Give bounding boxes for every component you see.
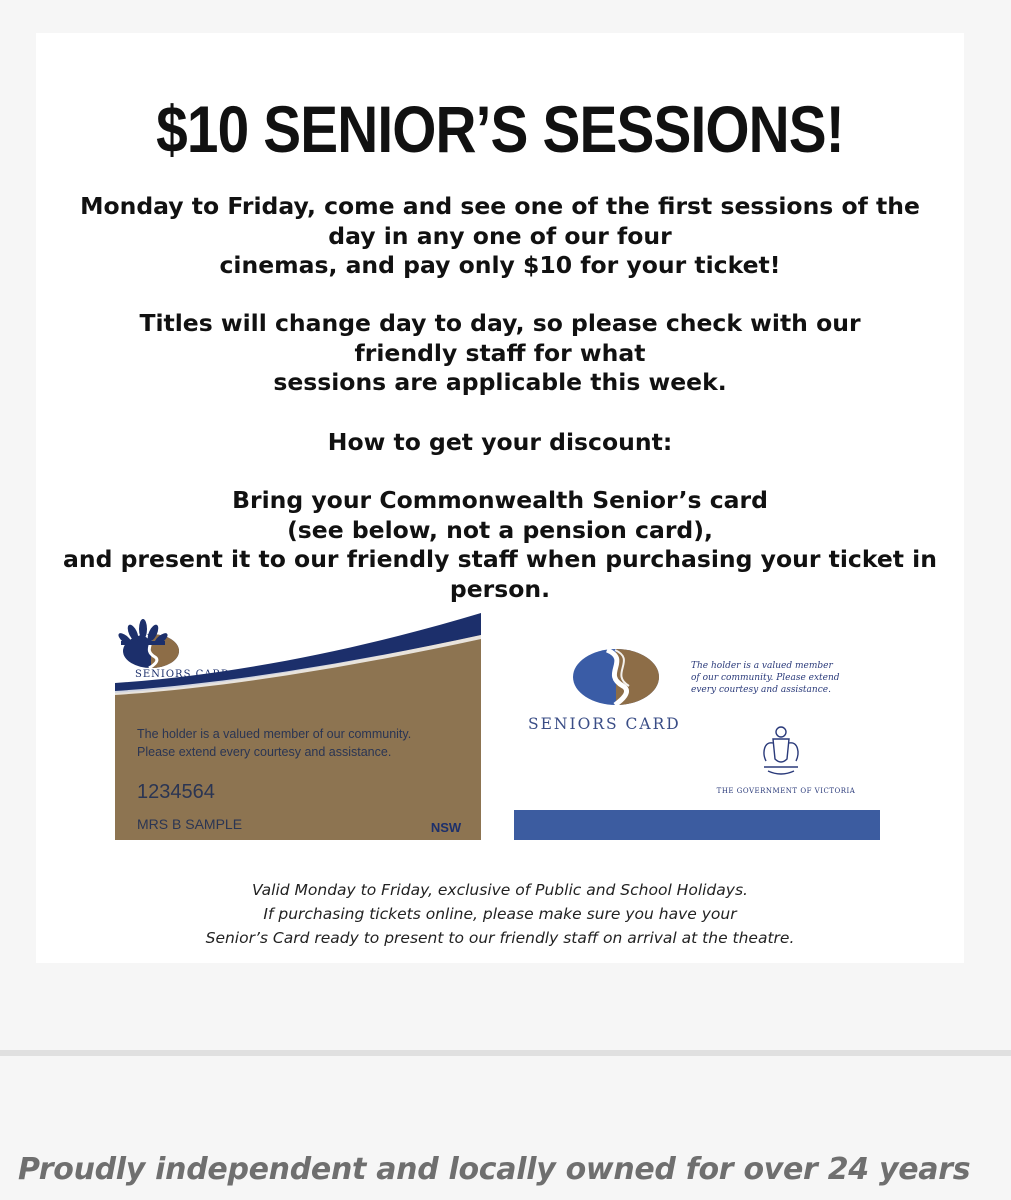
nsw-card-message: [137, 725, 477, 761]
vic-message-line-2: of our community. Please extend: [691, 673, 840, 683]
discount-line-1: Bring your Commonwealth Senior’s card: [232, 486, 768, 514]
vic-government-label: THE GOVERNMENT OF VICTORIA: [716, 787, 856, 795]
promo-poster: [36, 33, 964, 963]
intro-line-2: day in any one of our four: [328, 221, 672, 250]
discount-heading: How to get your discount:: [327, 428, 673, 456]
intro-line-1: Monday to Friday, come and see one of the first sessions of the: [80, 192, 920, 220]
poster-title: $10 SENIOR’S SESSIONS!: [156, 92, 844, 166]
titles-paragraph: [36, 309, 964, 398]
waratah-icon: [115, 613, 171, 669]
intro-line-3: cinemas, and pay only $10 for your ticket!: [219, 251, 781, 279]
nsw-message-line-1: The holder is a valued member of our community.: [137, 727, 412, 741]
footer-tagline: Proudly independent and locally owned for over 24 years: [18, 1152, 971, 1187]
vic-message-line-3: every courtesy and assistance.: [691, 685, 831, 695]
footnote-line-1: Valid Monday to Friday, exclusive of Public and School Holidays.: [252, 881, 748, 899]
section-divider: [0, 1050, 1011, 1056]
nsw-card-label: SENIORS CARD: [135, 669, 231, 680]
titles-line-2: friendly staff for what: [354, 338, 646, 367]
victoria-crest-icon: [756, 723, 806, 779]
vic-card-message: [691, 660, 881, 696]
nsw-card-number: 1234564: [137, 781, 215, 803]
nsw-badge-label: NSW: [430, 820, 462, 835]
nsw-seniors-card-image: [115, 613, 481, 840]
nsw-card-holder-name: MRS B SAMPLE: [137, 816, 243, 832]
footnote-line-2: If purchasing tickets online, please make sure you have your: [263, 905, 737, 923]
discount-line-3: and present it to our friendly staff when purchasing your ticket in: [63, 545, 937, 573]
discount-paragraph: [36, 486, 964, 604]
footnote-line-3: Senior’s Card ready to present to our friendly staff on arrival at the theatre.: [205, 929, 795, 947]
vic-card-label: SENIORS CARD: [528, 715, 681, 733]
titles-line-3: sessions are applicable this week.: [273, 368, 727, 396]
seniors-card-logo-icon: [571, 646, 661, 708]
vic-card-stripe: [514, 810, 880, 840]
nsw-message-line-2: Please extend every courtesy and assistance.: [137, 745, 392, 759]
discount-line-4: person.: [449, 574, 551, 603]
vic-seniors-card-image: [511, 638, 891, 840]
vic-message-line-1: The holder is a valued member: [691, 661, 833, 671]
titles-line-1: Titles will change day to day, so please check with our: [139, 309, 861, 337]
discount-line-2: (see below, not a pension card),: [287, 515, 713, 544]
intro-paragraph: [36, 192, 964, 281]
poster-footnote: [36, 878, 964, 950]
